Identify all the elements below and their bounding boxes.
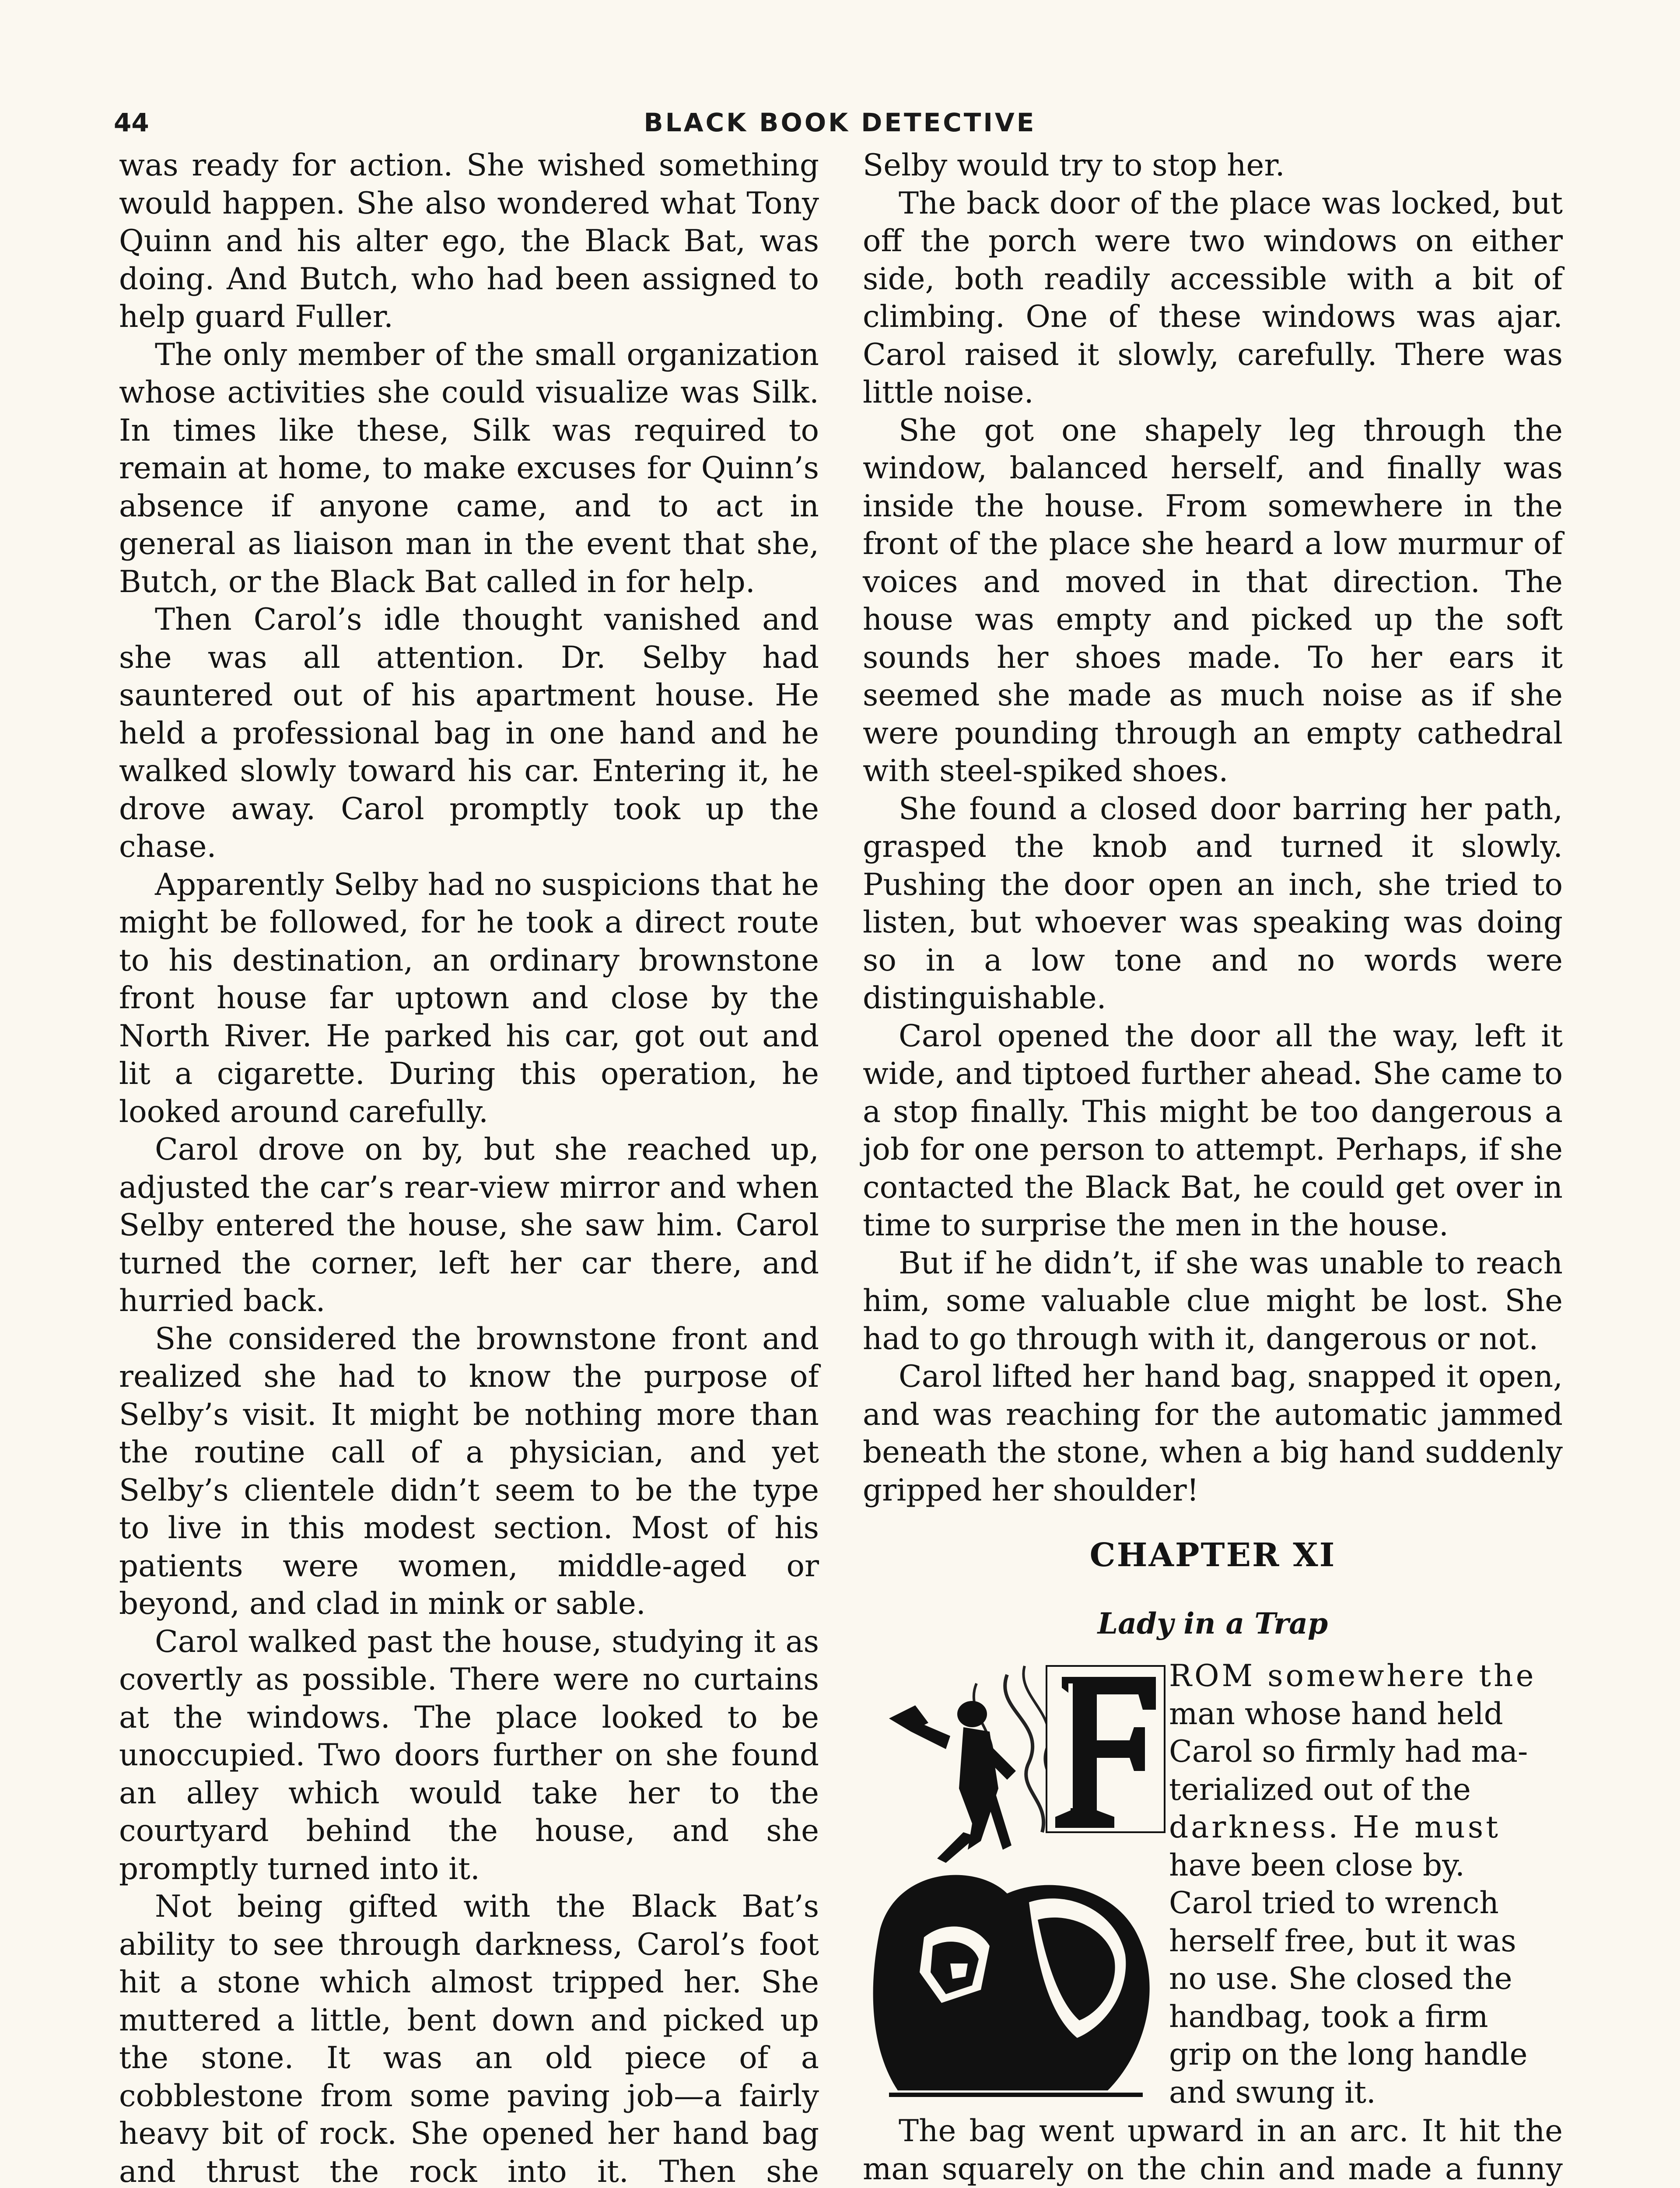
- paragraph: Selby would try to stop her.: [863, 148, 1285, 183]
- drop-cap-block: [863, 1657, 1563, 2112]
- paragraph: Carol drove on by, but she reached up, adjusted the car’s rear-view mirror and when Selby entered the house, she saw him. Carol turned the corner, left her car there, and hurried back.: [119, 1132, 819, 1318]
- page-number: 44: [114, 108, 149, 137]
- drop-cap-line: have been close by.: [1169, 1848, 1465, 1883]
- right-column: [863, 147, 1563, 2188]
- paragraph: But if he didn’t, if she was unable to reach him, some valuable clue might be lost. She had to go through with it, dangerous or not.: [863, 1245, 1563, 1357]
- drop-cap-line: ROM somewhere the: [1169, 1659, 1536, 1694]
- paragraph: Carol walked past the house, studying it as covertly as possible. There were no curtains at the windows. The place looked to be unoccupied. Two doors further on she found an alley which would take her to the courtyard behind the house, and she promptly turned into it.: [119, 1624, 819, 1886]
- page-header: [114, 105, 1566, 140]
- left-column: [119, 147, 819, 2188]
- drop-cap-line: terialized out of the: [1169, 1772, 1471, 1807]
- paragraph: Carol lifted her hand bag, snapped it open, and was reaching for the automatic jammed beneath the stone, when a big hand suddenly gripped her shoulder!: [863, 1359, 1563, 1508]
- paragraph: was ready for action. She wished something would happen. She also wondered what Tony Quinn and his alter ego, the Black Bat, was doing. And Butch, who had been assigned to help guard Fuller.: [119, 148, 819, 334]
- drop-cap-line: handbag, took a firm: [1169, 1999, 1488, 2034]
- paragraph: She considered the brownstone front and realized she had to know the purpose of Selby’s visit. It might be nothing more than the routine call of a physician, and yet Selby’s clientele didn’t seem to be the type to live in this modest section. Most of his patients were women, middle-aged or beyond, and clad in mink or sable.: [119, 1321, 819, 1621]
- running-head: BLACK BOOK DETECTIVE: [644, 108, 1036, 137]
- drop-cap-line: no use. She closed the: [1169, 1961, 1512, 1996]
- paragraph: She got one shapely leg through the window, balanced herself, and finally was inside the house. From somewhere in the front of the place she heard a low murmur of voices and moved in that direction. The house was empty and picked up the soft sounds her shoes made. To her ears it seemed she made as much noise as if she were pounding through an empty cathedral with steel-spiked shoes.: [863, 413, 1563, 789]
- drop-cap-line: darkness. He must: [1169, 1810, 1501, 1845]
- drop-cap-line: Carol so firmly had ma-: [1169, 1734, 1528, 1769]
- chapter-title: CHAPTER XI: [1089, 1536, 1336, 1574]
- drop-cap-text: [1169, 1657, 1563, 2111]
- chapter-subtitle: Lady in a Trap: [1097, 1606, 1328, 1641]
- paragraph: Then Carol’s idle thought vanished and she was all attention. Dr. Selby had sauntered out of his apartment house. He held a professional bag in one hand and he walked slowly toward his car. Entering it, he drove away. Carol promptly took up the chase.: [119, 602, 819, 864]
- drop-cap-line: and swung it.: [1169, 2075, 1376, 2110]
- paragraph: The only member of the small organization whose activities she could visualize was Silk. In times like these, Silk was required to remain at home, to make excuses for Quinn’s absence if anyone came, and to act in general as liaison man in the event that she, Butch, or the Black Bat called in for help.: [119, 337, 819, 600]
- paragraph: Apparently Selby had no suspicions that he might be followed, for he took a direct route to his destination, an ordinary brownstone front house far uptown and close by the North River. He parked his car, got out and lit a cigarette. During this operation, he looked around carefully.: [119, 867, 819, 1129]
- paragraph: The bag went upward in an arc. It hit the man squarely on the chin and made a funny: [863, 2114, 1563, 2187]
- drop-cap-line: herself free, but it was: [1169, 1923, 1516, 1959]
- drop-cap-line: grip on the long handle: [1169, 2037, 1528, 2072]
- drop-cap-line: man whose hand held: [1169, 1696, 1503, 1732]
- drop-cap-illustration-icon: [863, 1657, 1169, 2112]
- paragraph: Not being gifted with the Black Bat’s ability to see through darkness, Carol’s foot hit a stone which almost tripped her. She muttered a little, bent down and picked up the stone. It was an old piece of a cobblestone from some paving job—a fairly heavy bit of rock. She opened her hand bag and thrust the rock into it. Then she: [119, 1889, 819, 2188]
- paragraph: The back door of the place was locked, but off the porch were two windows on either side, both readily accessible with a bit of climbing. One of these windows was ajar. Carol raised it slowly, carefully. There was little noise.: [863, 186, 1563, 410]
- paragraph: Carol opened the door all the way, left it wide, and tiptoed further ahead. She came to a stop finally. This might be too dangerous a job for one person to attempt. Perhaps, if she contacted the Black Bat, he could get over in time to surprise the men in the house.: [863, 1018, 1563, 1243]
- drop-cap-line: Carol tried to wrench: [1169, 1886, 1499, 1921]
- paragraph: She found a closed door barring her path, grasped the knob and turned it slowly. Pushing the door open an inch, she tried to listen, but whoever was speaking was doing so in a low tone and no words were distinguishable.: [863, 791, 1563, 1016]
